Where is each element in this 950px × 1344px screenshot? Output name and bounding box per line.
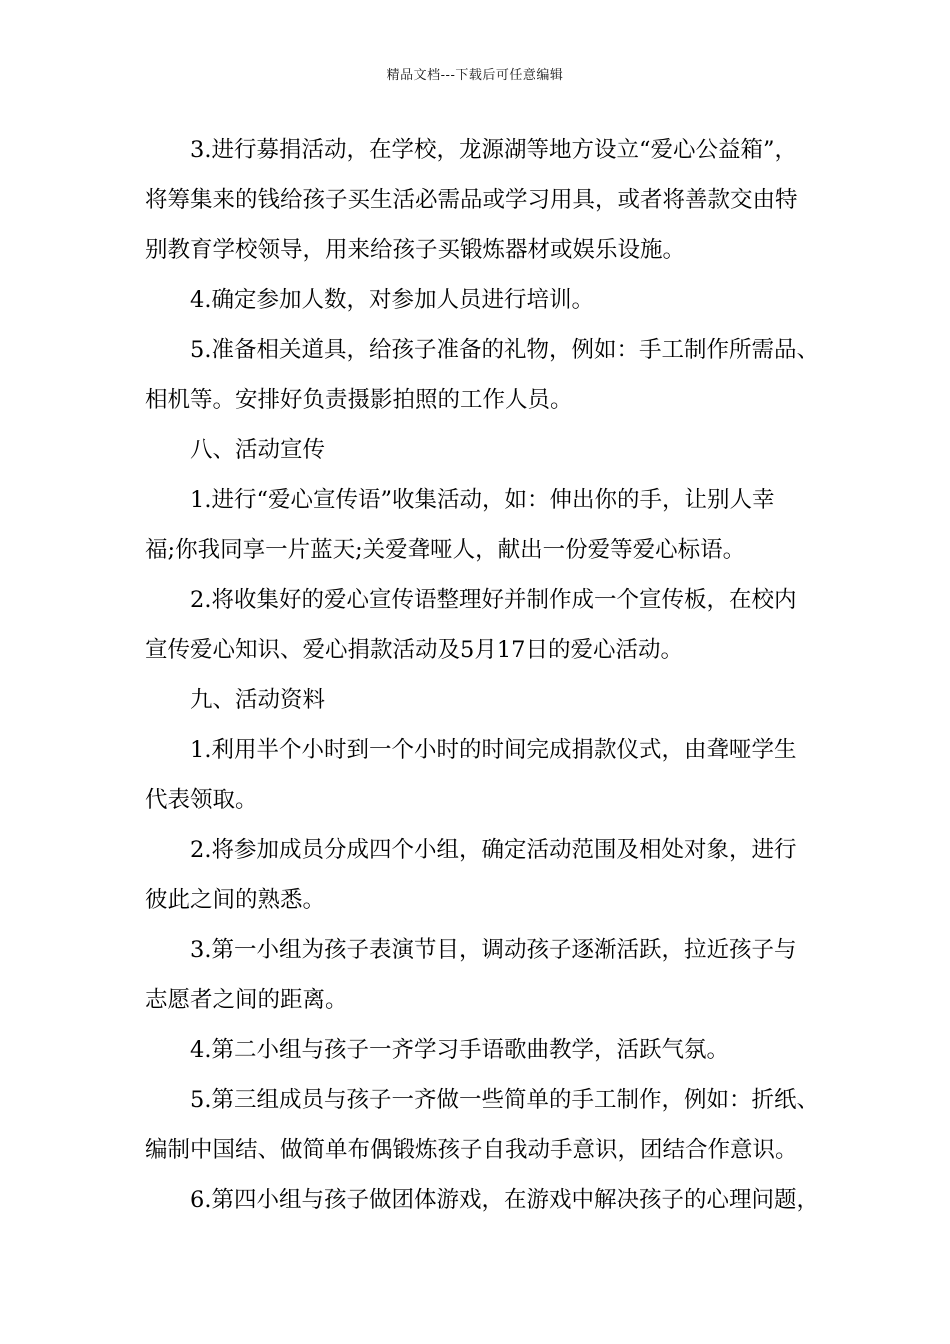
paragraph-line: 2.将收集好的爱心宣传语整理好并制作成一个宣传板，在校内 xyxy=(190,587,797,613)
paragraph-line: 彼此之间的熟悉。 xyxy=(145,887,326,913)
section-heading: 九、活动资料 xyxy=(190,687,326,713)
paragraph-line: 志愿者之间的距离。 xyxy=(145,987,348,1013)
paragraph-line: 代表领取。 xyxy=(145,787,258,813)
paragraph-line: 2.将参加成员分成四个小组，确定活动范围及相处对象，进行 xyxy=(190,837,797,863)
paragraph-line: 3.进行募捐活动，在学校，龙源湖等地方设立“爱心公益箱”， xyxy=(190,137,797,163)
paragraph-line: 4.确定参加人数，对参加人员进行培训。 xyxy=(190,287,594,313)
paragraph-line: 编制中国结、做简单布偶锻炼孩子自我动手意识，团结合作意识。 xyxy=(145,1137,798,1163)
page-header: 精品文档---下载后可任意编辑 xyxy=(386,68,564,83)
paragraph-line: 1.利用半个小时到一个小时的时间完成捐款仪式，由聋哑学生 xyxy=(190,737,797,763)
paragraph-line: 福;你我同享一片蓝天;关爱聋哑人，献出一份爱等爱心标语。 xyxy=(145,537,746,563)
paragraph-line: 6.第四小组与孩子做团体游戏，在游戏中解决孩子的心理问题， xyxy=(190,1187,819,1213)
paragraph-line: 将筹集来的钱给孩子买生活必需品或学习用具，或者将善款交由特 xyxy=(145,187,798,213)
paragraph-line: 5.准备相关道具，给孩子准备的礼物，例如：手工制作所需品、 xyxy=(190,337,819,363)
paragraph-line: 5.第三组成员与孩子一齐做一些简单的手工制作，例如：折纸、 xyxy=(190,1087,819,1113)
paragraph-line: 宣传爱心知识、爱心捐款活动及5月17日的爱心活动。 xyxy=(145,637,683,663)
section-heading: 八、活动宣传 xyxy=(190,437,326,463)
paragraph-line: 相机等。安排好负责摄影拍照的工作人员。 xyxy=(145,387,573,413)
paragraph-line: 4.第二小组与孩子一齐学习手语歌曲教学，活跃气氛。 xyxy=(190,1037,729,1063)
paragraph-line: 别教育学校领导，用来给孩子买锻炼器材或娱乐设施。 xyxy=(145,237,686,263)
paragraph-line: 1.进行“爱心宣传语”收集活动，如：伸出你的手，让别人幸 xyxy=(190,487,775,513)
paragraph-line: 3.第一小组为孩子表演节目，调动孩子逐渐活跃，拉近孩子与 xyxy=(190,937,797,963)
document-body xyxy=(145,125,819,1225)
